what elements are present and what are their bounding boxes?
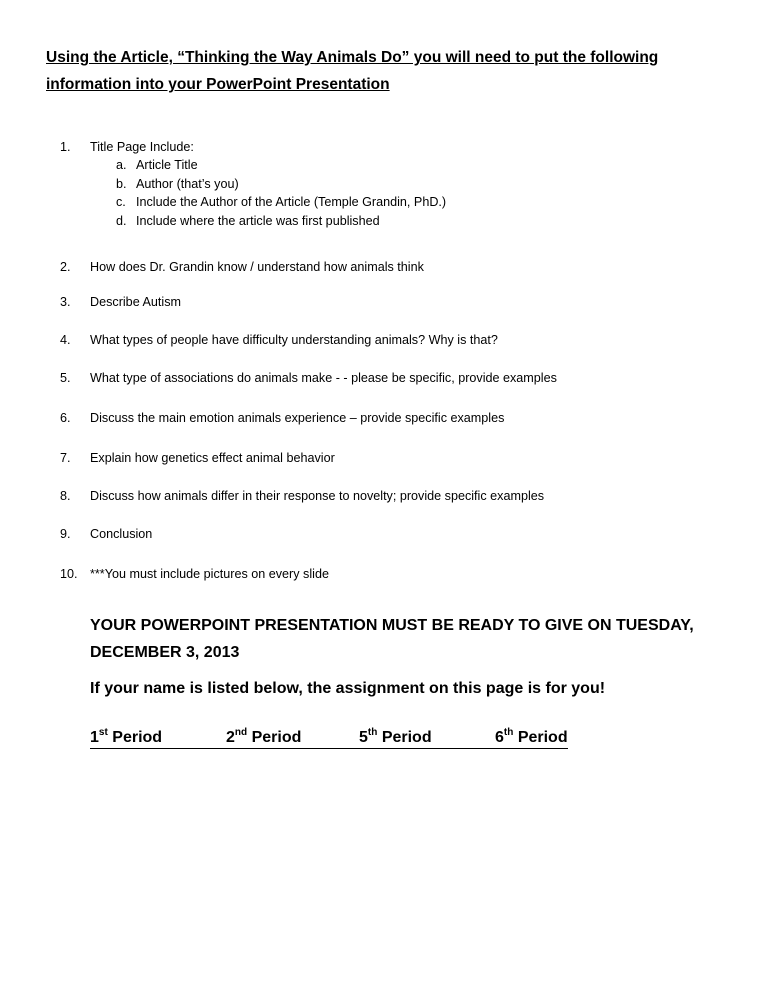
sub-letter: d. xyxy=(116,213,127,228)
item-text: What type of associations do animals make - - please be specific, provide examples xyxy=(90,371,557,385)
item-text: How does Dr. Grandin know / understand how animals think xyxy=(90,260,424,274)
sub-text: Article Title xyxy=(136,158,198,172)
period-number: 6 xyxy=(495,729,504,746)
sublist-item xyxy=(116,156,446,175)
period-number: 1 xyxy=(90,729,99,746)
period-suffix: th xyxy=(503,726,514,738)
period-word: Period xyxy=(381,729,432,746)
list-item xyxy=(60,293,181,311)
period-word: Period xyxy=(112,729,163,746)
list-item xyxy=(60,331,498,349)
title-page-sublist xyxy=(116,156,446,230)
sub-letter: a. xyxy=(116,158,127,172)
period-word: Period xyxy=(251,729,302,746)
item-text: Conclusion xyxy=(90,527,153,541)
notice-line-2: DECEMBER 3, 2013 xyxy=(90,644,240,661)
item-text: ***You must include pictures on every slide xyxy=(90,567,329,581)
item-number: 3. xyxy=(60,295,71,309)
list-item xyxy=(60,409,504,427)
item-number: 2. xyxy=(60,260,71,274)
deadline-notice xyxy=(90,612,710,666)
notice-line-1: YOUR POWERPOINT PRESENTATION MUST BE READY TO GIVE ON TUESDAY, xyxy=(90,617,694,634)
heading-line-1: Using the Article, “Thinking the Way Animals Do” you will need to put the following xyxy=(46,49,659,66)
list-item xyxy=(60,258,424,276)
period-header-row xyxy=(90,728,568,749)
item-text: Title Page Include: xyxy=(90,140,194,154)
item-text: Describe Autism xyxy=(90,295,181,309)
period-number: 5 xyxy=(359,729,368,746)
list-item xyxy=(60,525,152,543)
item-number: 10. xyxy=(60,567,78,581)
sub-text: Include where the article was first published xyxy=(136,213,380,228)
period-label xyxy=(359,728,432,748)
list-item xyxy=(60,449,335,467)
list-item xyxy=(60,369,557,387)
item-number: 7. xyxy=(60,451,71,465)
sublist-item xyxy=(116,212,446,231)
item-number: 1. xyxy=(60,140,71,154)
period-label xyxy=(90,728,162,748)
assignment-heading xyxy=(46,44,726,98)
period-label xyxy=(226,728,301,748)
item-text: Discuss how animals differ in their response to novelty; provide specific examples xyxy=(90,489,545,503)
sub-letter: c. xyxy=(116,195,126,209)
sublist-item xyxy=(116,175,446,194)
item-text: Discuss the main emotion animals experience – provide specific examples xyxy=(90,411,505,425)
period-label xyxy=(495,728,568,748)
list-item xyxy=(60,487,544,505)
sub-text: Author (that’s you) xyxy=(136,176,239,191)
heading-line-2: information into your PowerPoint Presentation xyxy=(46,76,390,93)
item-number: 6. xyxy=(60,411,71,425)
list-item xyxy=(60,138,194,156)
period-suffix: th xyxy=(367,726,378,738)
item-text: What types of people have difficulty understanding animals? Why is that? xyxy=(90,333,498,347)
item-text: Explain how genetics effect animal behavior xyxy=(90,451,335,465)
item-number: 9. xyxy=(60,527,71,541)
item-number: 8. xyxy=(60,489,71,503)
period-suffix: nd xyxy=(234,726,248,738)
sublist-item xyxy=(116,193,446,212)
period-suffix: st xyxy=(98,726,108,738)
sub-text: Include the Author of the Article (Temple Grandin, PhD.) xyxy=(136,195,447,209)
list-item xyxy=(60,565,329,583)
sub-letter: b. xyxy=(116,176,127,191)
assignment-note: If your name is listed below, the assignment on this page is for you! xyxy=(90,680,606,697)
period-word: Period xyxy=(517,729,568,746)
period-number: 2 xyxy=(226,729,235,746)
item-number: 4. xyxy=(60,333,71,347)
item-number: 5. xyxy=(60,371,71,385)
